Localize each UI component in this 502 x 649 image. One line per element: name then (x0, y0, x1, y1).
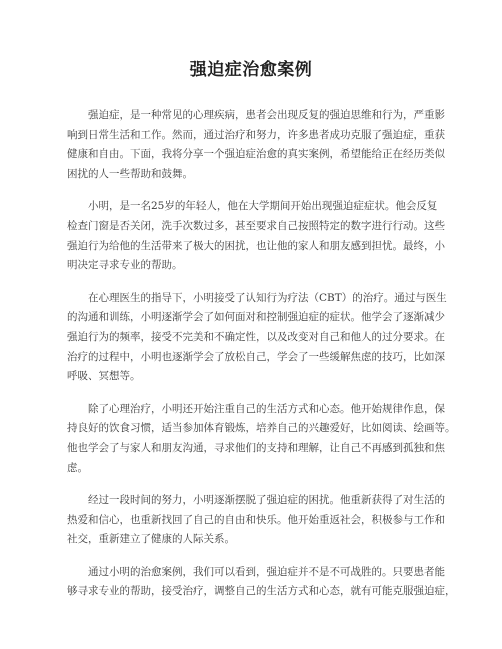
paragraph-line: 小明，是一名25岁的年轻人，他在大学期间开始出现强迫症症状。他会反复 (88, 200, 438, 213)
paragraph-line: 强迫症，是一种常见的心理疾病，患者会出现反复的强迫思维和行为，严重影 (88, 109, 445, 121)
paragraph (67, 491, 445, 550)
paragraph (67, 106, 445, 184)
paragraph (67, 289, 447, 387)
document-body (67, 106, 456, 602)
document-title: 强迫症治愈案例 (189, 60, 313, 80)
paragraph-line: 健康和自由。下面，我将分享一个强迫症治愈的真实案例，希望能给正在经历类似 (67, 148, 445, 161)
paragraph-line: 治疗的过程中，小明也逐渐学会了放松自己，学会了一些缓解焦虑的技巧，比如深 (67, 350, 445, 363)
paragraph-line: 虑。 (67, 461, 88, 474)
paragraph-line: 困扰的人一些帮助和鼓舞。 (67, 167, 193, 180)
paragraph-line: 检查门窗是否关闭，洗手次数过多，甚至要求自己按照特定的数字进行行动。这些 (67, 219, 445, 232)
paragraph-line: 够寻求专业的帮助，接受治疗，调整自己的生活方式和心态，就有可能克服强迫症， (67, 585, 456, 598)
paragraph-line: 热爱和信心，也重新找回了自己的自由和快乐。他开始重返社会，积极参与工作和 (67, 513, 445, 526)
paragraph-line: 经过一段时间的努力，小明逐渐摆脱了强迫症的困扰。他重新获得了对生活的 (88, 494, 445, 507)
paragraph (67, 563, 456, 602)
paragraph-line: 强迫行为给他的生活带来了极大的困扰，也让他的家人和朋友感到担忧。最终，小 (67, 239, 445, 252)
paragraph-line: 他也学会了与家人和朋友沟通，寻求他们的支持和理解，让自己不再感到孤独和焦 (67, 441, 445, 454)
paragraph-line: 响到日常生活和工作。然而，通过治疗和努力，许多患者成功克服了强迫症，重获 (67, 128, 445, 141)
paragraph-line: 在心理医生的指导下，小明接受了认知行为疗法（CBT）的治疗。通过与医生 (88, 291, 447, 304)
paragraph-line: 的沟通和训练，小明逐渐学会了如何面对和控制强迫症的症状。他学会了逐渐减少 (67, 311, 445, 324)
paragraph-line: 除了心理治疗，小明还开始注重自己的生活方式和心态。他开始规律作息，保 (88, 402, 445, 415)
paragraph-line: 持良好的饮食习惯，适当参加体育锻炼，培养自己的兴趣爱好，比如阅读、绘画等。 (67, 422, 456, 435)
paragraph-line: 明决定寻求专业的帮助。 (67, 259, 183, 272)
paragraph-line: 强迫行为的频率，接受不完美和不确定性，以及改变对自己和他人的过分要求。在 (67, 330, 445, 343)
paragraph-line: 通过小明的治愈案例，我们可以看到，强迫症并不是不可战胜的。只要患者能 (88, 565, 445, 578)
paragraph (67, 197, 445, 275)
paragraph-line: 呼吸、冥想等。 (67, 370, 141, 383)
paragraph (67, 400, 456, 478)
paragraph-line: 社交，重新建立了健康的人际关系。 (67, 533, 235, 546)
